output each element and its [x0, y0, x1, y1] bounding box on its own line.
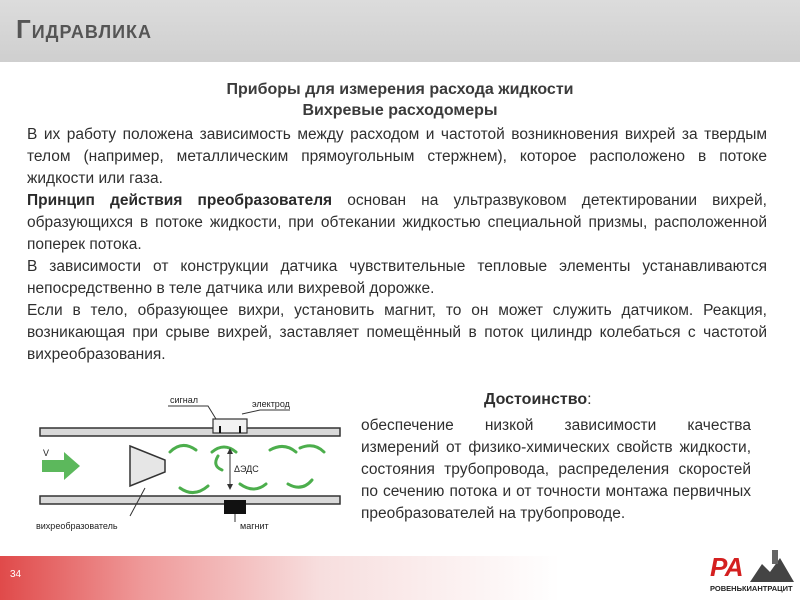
- logo-sub-text: РОВЕНЬКИАНТРАЦИТ: [710, 584, 793, 593]
- pipe-bottom-wall: [40, 496, 340, 504]
- logo-main-text: РА: [710, 552, 743, 582]
- body-text: [27, 124, 767, 366]
- vortex-generator-prism: [130, 446, 165, 486]
- velocity-label: V: [43, 448, 50, 458]
- vortex-generator-label: вихреобразователь: [36, 521, 118, 531]
- footer-bar: [0, 556, 800, 600]
- paragraph-1: В их работу положена зависимость между расходом и частотой возникновения вихрей за твердым телом (например, металлическим прямоугольным стержнем), которое расположено в потоке жидкости или газа.: [27, 126, 767, 187]
- advantages-title: [484, 391, 592, 409]
- emf-arrow-down-icon: [227, 484, 233, 490]
- magnet-block: [224, 500, 246, 514]
- paragraph-4: Если в тело, образующее вихри, установить магнит, то он может служить датчиком. Реакция, возникающая при срыве вихрей, заставляет помещённый в поток цилиндр колебаться с частотой вихреобразования.: [27, 302, 767, 363]
- header-title: Гидравлика: [16, 14, 153, 44]
- paragraph-2: [27, 190, 767, 256]
- vortex-icon: [270, 446, 296, 452]
- page-number: 34: [10, 569, 22, 580]
- slide-subtitle: Вихревые расходомеры: [302, 102, 498, 119]
- slide-title: Приборы для измерения расхода жидкости: [226, 81, 574, 98]
- vortex-icon: [216, 456, 222, 470]
- advantages-text: обеспечение низкой зависимости качества измерений от физико-химических свойств жидкости, состояния трубопровода, распределения скоростей по сечению потока и от точности монтажа первичных преобразователей на трубопроводе.: [361, 417, 751, 522]
- vortex-icon: [240, 484, 266, 489]
- vortex-icon: [212, 447, 236, 452]
- paragraph-2-bold: Принцип действия преобразователя: [27, 192, 333, 209]
- paragraph-2-rest: основан на ультразвуковом детектировании вихрей, образующихся в потоке жидкости, при обтекании жидкостью специальной призмы, расположенной поперек потока.: [27, 192, 767, 253]
- emf-label: ΔЭДС: [234, 464, 259, 474]
- vortex-icon: [180, 486, 208, 493]
- advantages-title-colon: :: [587, 391, 592, 408]
- company-logo: [710, 548, 796, 596]
- advantages-title-text: Достоинство: [484, 391, 588, 408]
- slide-title-block: [0, 79, 800, 121]
- pipe-top-wall: [40, 428, 340, 436]
- header-bar: [0, 0, 800, 62]
- vortex-icon: [288, 480, 312, 487]
- electrode-label: электрод: [252, 399, 290, 409]
- paragraph-3: В зависимости от конструкции датчика чувствительные тепловые элементы устанавливаются непосредственно в теле датчика или вихревой дорожке.: [27, 258, 767, 297]
- vortex-icon: [300, 446, 324, 452]
- magnet-label: магнит: [240, 521, 269, 531]
- vortex-flowmeter-diagram: [30, 392, 350, 542]
- electrode-leader-line: [242, 410, 290, 414]
- vortex-icon: [170, 445, 196, 452]
- signal-leader-line: [168, 406, 216, 419]
- electrode-box: [213, 419, 247, 433]
- signal-label: сигнал: [170, 395, 199, 405]
- logo-tower-icon: [772, 550, 778, 564]
